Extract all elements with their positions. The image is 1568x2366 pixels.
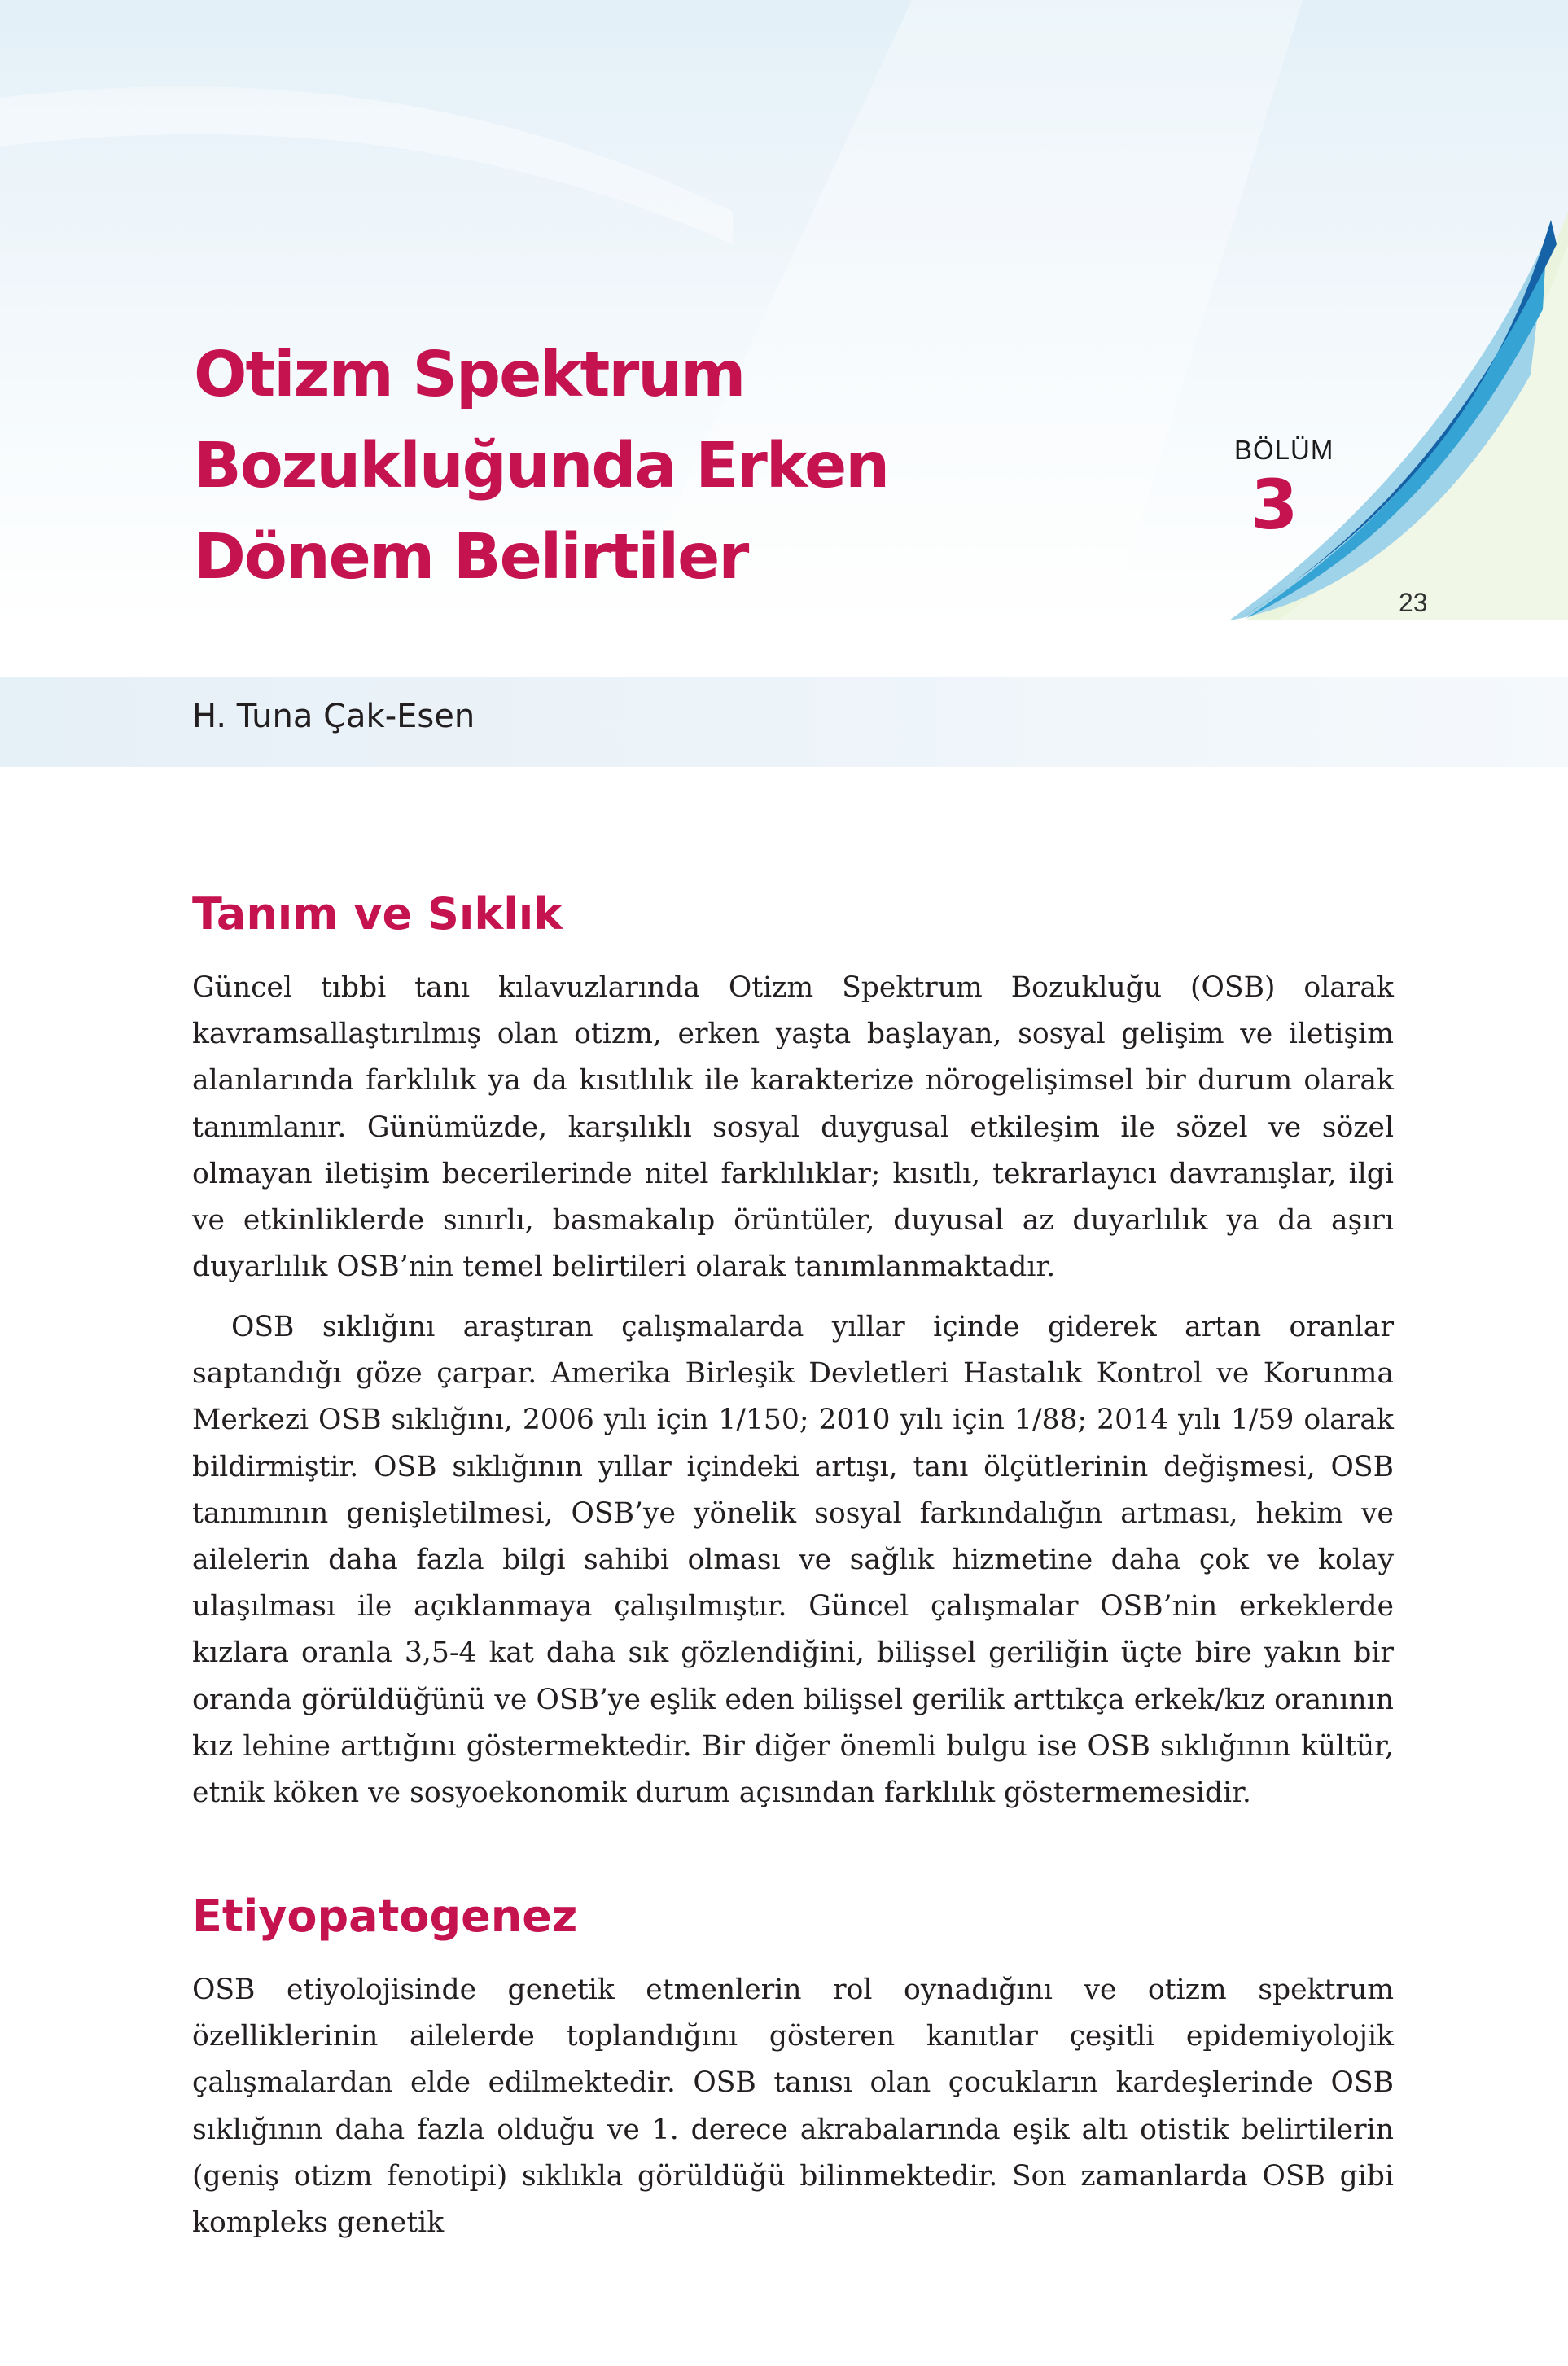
body-paragraph: OSB etiyolojisinde genetik etmenlerin rol oynadığını ve otizm spektrum özelliklerinin ailelerde toplandığını gösteren kanıtlar çeşitli epidemiyolojik çalışmalardan elde edilmektedir. OSB tanısı olan çocukların kardeşlerinde OSB sıklığının daha fazla olduğu ve 1. derece akrabalarında eşik altı otistik belirtilerin (geniş otizm fenotipi) sıklıkla görüldüğü bilinmektedir. Son zamanlarda OSB gibi kompleks genetik — [192, 1974, 1394, 2240]
chapter-title-line: Otizm Spektrum — [194, 339, 745, 411]
author-name: H. Tuna Çak-Esen — [192, 698, 475, 735]
chapter-number: 3 — [1250, 465, 1299, 545]
chapter-title — [194, 330, 1008, 603]
page-number: 23 — [1399, 588, 1428, 617]
body-paragraph: OSB sıklığını araştıran çalışmalarda yıllar içinde giderek artan oranlar saptandığı göze çarpar. Amerika Birleşik Devletleri Hastalık Kontrol ve Korunma Merkezi OSB sıklığını, 2006 yılı için 1/150; 2010 yılı için 1/88; 2014 yılı 1/59 olarak bildirmiştir. OSB sıklığının yıllar içindeki artışı, tanı ölçütlerinin değişmesi, OSB tanımının genişletilmesi, OSB’ye yönelik sosyal farkındalığın artması, hekim ve ailelerin daha fazla bilgi sahibi olması ve sağlık hizmetine daha çok ve kolay ulaşılması ile açıklanmaya çalışılmıştır. Güncel çalışmalar OSB’nin erkeklerde kızlara oranla 3,5-4 kat daha sık gözlendiğini, bilişsel geriliğin üçte bire yakın bir oranda görüldüğünü ve OSB’ye eşlik eden bilişsel gerilik arttıkça erkek/kız oranının kız lehine arttığını göstermektedir. Bir diğer önemli bulgu ise OSB sıklığının kültür, etnik köken ve sosyoekonomik durum açısından farklılık göstermemesidir. — [192, 1311, 1394, 1810]
body-paragraph: Güncel tıbbi tanı kılavuzlarında Otizm Spektrum Bozukluğu (OSB) olarak kavramsallaştırılmış olan otizm, erken yaşta başlayan, sosyal gelişim ve iletişim alanlarında farklılık ya da kısıtlılık ile karakterize nörogelişimsel bir durum olarak tanımlanır. Günümüzde, karşılıklı sosyal duygusal etkileşim ile sözel ve sözel olmayan iletişim becerilerinde nitel farklılıklar; kısıtlı, tekrarlayıcı davranışlar, ilgi ve etkinliklerde sınırlı, basmakalıp örüntüler, duyusal az duyarlılık ya da aşırı duyarlılık OSB’nin temel belirtileri olarak tanımlanmaktadır. — [192, 971, 1394, 1284]
section-heading: Tanım ve Sıklık — [192, 888, 563, 940]
chapter-label: BÖLÜM — [1234, 435, 1334, 465]
section-heading: Etiyopatogenez — [192, 1891, 578, 1942]
chapter-title-line: Bozukluğunda Erken — [194, 430, 889, 502]
chapter-title-line: Dönem Belirtiler — [194, 521, 748, 594]
